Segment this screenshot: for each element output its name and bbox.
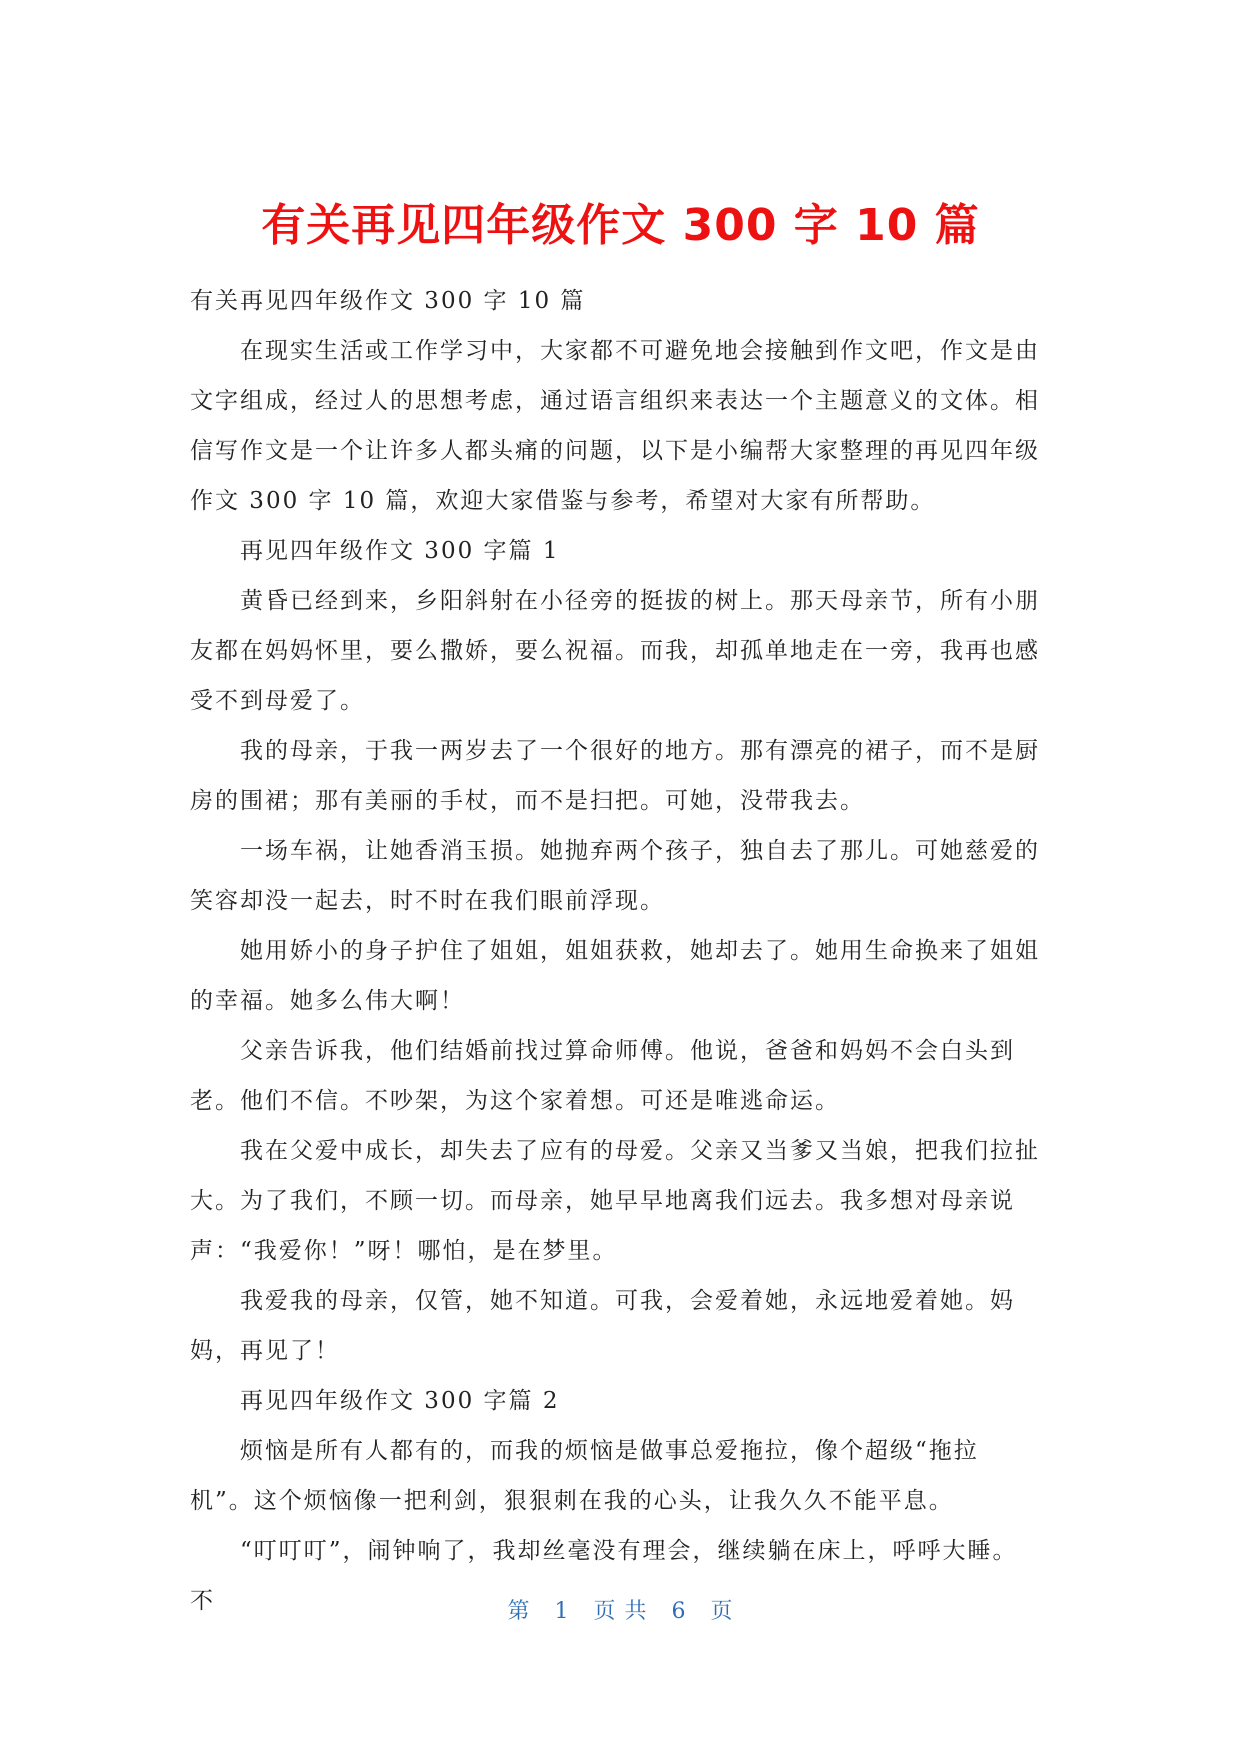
paragraph: 黄昏已经到来，乡阳斜射在小径旁的挺拔的树上。那天母亲节，所有小朋友都在妈妈怀里，要么撒娇，要么祝福。而我，却孤单地走在一旁，我再也感受不到母爱了。 (190, 588, 1040, 714)
paragraph: 有关再见四年级作文 300 字 10 篇 (190, 288, 586, 314)
paragraph: 再见四年级作文 300 字篇 1 (240, 538, 560, 564)
paragraph: 我的母亲，于我一两岁去了一个很好的地方。那有漂亮的裙子，而不是厨房的围裙；那有美丽的手杖，而不是扫把。可她，没带我去。 (190, 738, 1040, 814)
paragraph: 我在父爱中成长，却失去了应有的母爱。父亲又当爹又当娘，把我们拉扯大。为了我们，不顾一切。而母亲，她早早地离我们远去。我多想对母亲说声：“我爱你！”呀！哪怕，是在梦里。 (190, 1138, 1040, 1264)
page-footer (0, 1594, 1241, 1625)
footer-current-page: 1 (554, 1599, 570, 1624)
footer-prefix: 第 (507, 1599, 531, 1624)
paragraph: 父亲告诉我，他们结婚前找过算命师傅。他说，爸爸和妈妈不会白头到老。他们不信。不吵架，为这个家着想。可还是唯逃命运。 (190, 1038, 1015, 1114)
footer-middle: 页 共 (593, 1599, 648, 1624)
document-body (190, 276, 1042, 1626)
paragraph: “叮叮叮”，闹钟响了，我却丝毫没有理会，继续躺在床上，呼呼大睡。不 (190, 1538, 1018, 1614)
paragraph: 我爱我的母亲，仅管，她不知道。可我，会爱着她，永远地爱着她。妈妈，再见了！ (190, 1288, 1015, 1364)
paragraph: 一场车祸，让她香消玉损。她抛弃两个孩子，独自去了那儿。可她慈爱的笑容却没一起去，时不时在我们眼前浮现。 (190, 838, 1040, 914)
paragraph: 她用娇小的身子护住了姐姐，姐姐获救，她却去了。她用生命换来了姐姐的幸福。她多么伟大啊！ (190, 938, 1040, 1014)
document-title: 有关再见四年级作文 300 字 10 篇 (261, 200, 980, 251)
paragraph: 烦恼是所有人都有的，而我的烦恼是做事总爱拖拉，像个超级“拖拉机”。这个烦恼像一把利剑，狠狠刺在我的心头，让我久久不能平息。 (190, 1438, 979, 1514)
paragraph: 在现实生活或工作学习中，大家都不可避免地会接触到作文吧，作文是由文字组成，经过人的思想考虑，通过语言组织来表达一个主题意义的文体。相信写作文是一个让许多人都头痛的问题，以下是小编帮大家整理的再见四年级作文 300 字 10 篇，欢迎大家借鉴与参考，希望对大家有所帮助。 (190, 338, 1040, 514)
footer-total-pages: 6 (671, 1599, 687, 1624)
paragraph: 再见四年级作文 300 字篇 2 (240, 1388, 560, 1414)
footer-suffix: 页 (710, 1599, 734, 1624)
